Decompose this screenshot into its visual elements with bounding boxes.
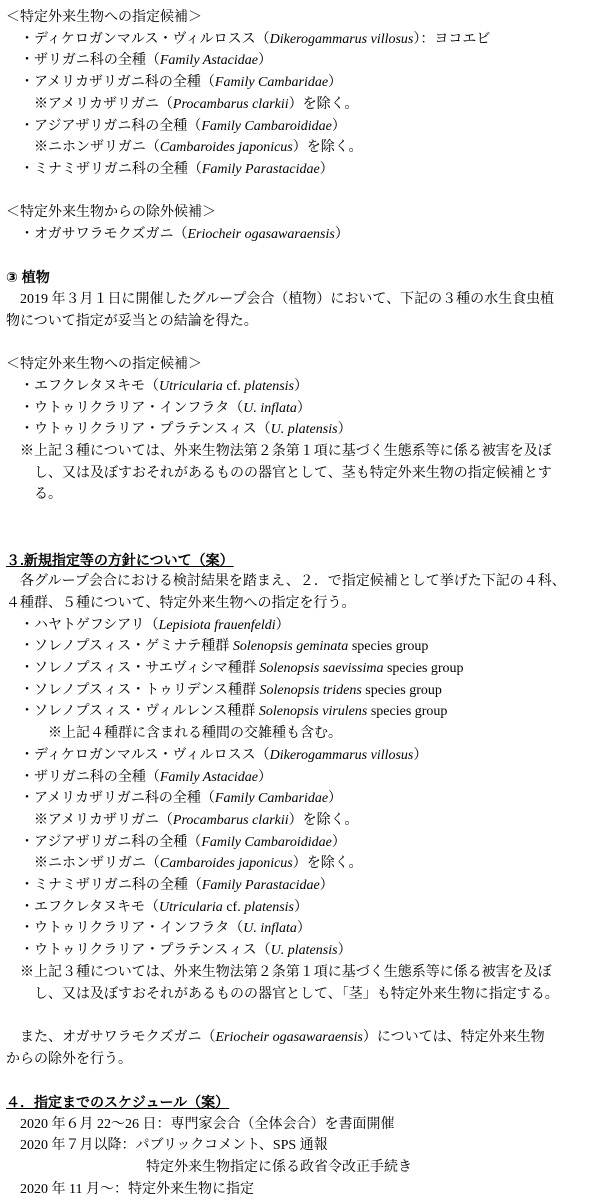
text-run: cf. — [222, 899, 245, 915]
latin-name-text: Utricularia — [159, 899, 223, 915]
latin-name-text: Eriocheir ogasawaraensis — [215, 1029, 363, 1045]
text-run: ・ウトゥリクラリア・プラテンスィス（ — [20, 943, 271, 959]
text-line — [0, 810, 600, 832]
text-run: ・ソレノプスィス・ヴィルレンス種群 — [20, 704, 259, 720]
text-line — [0, 918, 600, 940]
text-run: 物について指定が妥当との結論を得た。 — [6, 313, 258, 329]
text-run: ＜特定外来生物からの除外候補＞ — [6, 205, 216, 221]
text-line — [0, 159, 600, 181]
text-run: ・ディケロガンマルス・ヴィルロスス（ — [20, 747, 270, 763]
text-line — [0, 311, 600, 333]
text-run: species group — [383, 661, 464, 677]
text-line — [0, 767, 600, 789]
text-run: ・アメリカザリガニ科の全種（ — [20, 75, 215, 91]
text-line — [0, 289, 600, 311]
blank-line — [0, 181, 600, 203]
text-line — [0, 72, 600, 94]
text-line — [0, 1114, 600, 1136]
latin-name-text: Family Astacidae — [159, 769, 258, 785]
text-run: ） — [328, 75, 343, 91]
text-line — [0, 1179, 600, 1201]
text-line — [0, 1135, 600, 1157]
text-run: ）を除く。 — [292, 856, 363, 872]
latin-name-text: Family Astacidae — [159, 53, 258, 69]
text-run: ）を除く。 — [288, 96, 359, 112]
latin-name-text: Procambarus clarkii — [172, 96, 289, 112]
section-heading — [0, 550, 600, 572]
text-line — [0, 441, 600, 463]
text-run: ＜特定外来生物への指定候補＞ — [6, 357, 202, 373]
text-run: ） — [331, 834, 346, 850]
text-line — [0, 897, 600, 919]
text-line — [0, 116, 600, 138]
text-line — [0, 832, 600, 854]
text-run: ・ザリガニ科の全種（ — [20, 53, 160, 69]
latin-name-text: U. inflata — [243, 400, 297, 416]
text-run: からの除外を行う。 — [6, 1051, 132, 1067]
text-line — [0, 962, 600, 984]
latin-name-text: Solenopsis saevissima — [259, 661, 384, 677]
text-run: ） — [257, 769, 272, 785]
text-run: ※アメリカザリガニ（ — [34, 812, 173, 828]
text-run: ）：ヨコエビ — [413, 31, 491, 47]
text-run: ・エフクレタヌキモ（ — [20, 378, 160, 394]
latin-name-text: Utricularia — [159, 378, 223, 394]
text-run: ③ 植物 — [6, 269, 50, 286]
text-run: ） — [319, 878, 334, 894]
text-run: 2019 年３月１日に開催したグループ会合（植物）において、下記の３種の水生食虫植 — [20, 292, 555, 308]
text-run: また、オガサワラモクズガニ（ — [20, 1029, 216, 1045]
blank-line — [0, 1070, 600, 1092]
latin-name-text: Dikerogammarus villosus — [269, 31, 414, 47]
text-line — [0, 137, 600, 159]
latin-name-text: platensis — [244, 899, 294, 915]
text-line — [0, 701, 600, 723]
text-run: ・ウトゥリクラリア・インフラタ（ — [20, 921, 244, 937]
text-run: ４．指定までのスケジュール（案） — [6, 1094, 230, 1111]
text-run: ・オガサワラモクズガニ（ — [20, 227, 188, 243]
text-run: ）を除く。 — [288, 812, 359, 828]
latin-name-text: Family Cambaroididae — [201, 118, 332, 134]
latin-name-text: Procambarus clarkii — [172, 812, 289, 828]
text-run: ） — [413, 747, 428, 763]
text-run: ・エフクレタヌキモ（ — [20, 899, 160, 915]
text-run: ・ソレノプスィス・ゲミナテ種群 — [20, 639, 233, 655]
blank-line — [0, 528, 600, 550]
latin-name-text: Dikerogammarus villosus — [269, 747, 414, 763]
text-run: ）については、特定外来生物 — [362, 1029, 545, 1045]
text-line — [0, 7, 600, 29]
latin-name-text: Family Parastacidae — [201, 161, 320, 177]
text-run: 2020 年 11 月～：特定外来生物に指定 — [20, 1181, 254, 1197]
latin-name-text: Family Parastacidae — [201, 878, 320, 894]
latin-name-text: Family Cambaridae — [214, 75, 329, 91]
latin-name-text: Cambaroides japonicus — [159, 140, 293, 156]
latin-name-text: U. platensis — [270, 422, 338, 438]
text-run: ） — [296, 921, 311, 937]
text-run: ） — [337, 422, 352, 438]
text-run: ※上記４種群に含まれる種間の交雑種も含む。 — [48, 726, 342, 742]
latin-name-text: Solenopsis virulens — [258, 704, 368, 720]
blank-line — [0, 333, 600, 355]
text-run: species group — [367, 704, 448, 720]
text-run: ４種群、５種について、特定外来生物への指定を行う。 — [6, 595, 356, 611]
text-run: 特定外来生物指定に係る政省令改正手続き — [146, 1160, 412, 1176]
latin-name-text: Family Cambaridae — [214, 791, 329, 807]
text-run: ） — [296, 400, 311, 416]
text-line — [0, 723, 600, 745]
text-line — [0, 398, 600, 420]
text-line — [0, 376, 600, 398]
text-line — [0, 680, 600, 702]
text-run: ） — [328, 791, 343, 807]
text-run: ） — [257, 53, 272, 69]
text-line — [0, 615, 600, 637]
latin-name-text: U. inflata — [243, 921, 297, 937]
text-run: ・ディケロガンマルス・ヴィルロスス（ — [20, 31, 270, 47]
text-run: ・ウトゥリクラリア・プラテンスィス（ — [20, 422, 271, 438]
latin-name-text: U. platensis — [270, 943, 338, 959]
text-line — [0, 50, 600, 72]
text-run: ※ニホンザリガニ（ — [34, 856, 160, 872]
document-body — [0, 7, 600, 1201]
section-heading — [0, 1092, 600, 1114]
section-heading — [0, 267, 600, 289]
text-line — [0, 1027, 600, 1049]
text-run: 2020 年７月以降：パブリックコメント、SPS 通報 — [20, 1138, 328, 1154]
text-run: ・ザリガニ科の全種（ — [20, 769, 160, 785]
text-run: ） — [293, 899, 308, 915]
text-run: ） — [293, 378, 308, 394]
latin-name-text: Eriocheir ogasawaraensis — [187, 227, 335, 243]
text-line — [0, 875, 600, 897]
text-run: ・ソレノプスィス・サエヴィシマ種群 — [20, 661, 260, 677]
text-line — [0, 571, 600, 593]
text-line — [0, 484, 600, 506]
text-run: る。 — [34, 487, 62, 503]
text-line — [0, 788, 600, 810]
text-line — [0, 463, 600, 485]
text-run: し、又は及ぼすおそれがあるものの器官として、茎も特定外来生物の指定候補とす — [34, 465, 552, 481]
text-run: ） — [275, 617, 290, 633]
text-run: 2020 年６月 22～26 日：専門家会合（全体会合）を書面開催 — [20, 1116, 395, 1132]
text-run: ） — [319, 161, 334, 177]
latin-name-text: Solenopsis tridens — [259, 682, 362, 698]
blank-line — [0, 506, 600, 528]
text-run: ※上記３種については、外来生物法第２条第１項に基づく生態系等に係る被害を及ぼ — [20, 444, 552, 460]
text-run: ・アメリカザリガニ科の全種（ — [20, 791, 215, 807]
text-run: ３.新規指定等の方針について（案） — [6, 551, 234, 568]
text-line — [0, 354, 600, 376]
text-run: ） — [334, 227, 349, 243]
text-line — [0, 1049, 600, 1071]
text-line — [0, 202, 600, 224]
text-line — [0, 1157, 600, 1179]
text-line — [0, 419, 600, 441]
text-run: ・アジアザリガニ科の全種（ — [20, 834, 202, 850]
text-run: し、又は及ぼすおそれがあるものの器官として、「茎」も特定外来生物に指定する。 — [34, 986, 559, 1002]
text-run: ）を除く。 — [292, 140, 363, 156]
text-run: ※上記３種については、外来生物法第２条第１項に基づく生態系等に係る被害を及ぼ — [20, 964, 552, 980]
text-line — [0, 94, 600, 116]
text-line — [0, 224, 600, 246]
text-run: ） — [337, 943, 352, 959]
latin-name-text: Family Cambaroididae — [201, 834, 332, 850]
latin-name-text: platensis — [244, 378, 294, 394]
text-run: species group — [361, 682, 442, 698]
text-line — [0, 853, 600, 875]
text-run: ・アジアザリガニ科の全種（ — [20, 118, 202, 134]
blank-line — [0, 1005, 600, 1027]
text-run: species group — [348, 639, 429, 655]
text-run: ＜特定外来生物への指定候補＞ — [6, 10, 202, 25]
text-line — [0, 636, 600, 658]
text-run: ・ミナミザリガニ科の全種（ — [20, 878, 202, 894]
text-line — [0, 940, 600, 962]
text-line — [0, 29, 600, 51]
text-line — [0, 745, 600, 767]
text-run: ・ソレノプスィス・トゥリデンス種群 — [20, 682, 260, 698]
text-run: ・ミナミザリガニ科の全種（ — [20, 161, 202, 177]
text-line — [0, 658, 600, 680]
text-run: ※ニホンザリガニ（ — [34, 140, 160, 156]
text-run: ※アメリカザリガニ（ — [34, 96, 173, 112]
latin-name-text: Cambaroides japonicus — [159, 856, 293, 872]
text-run: ） — [331, 118, 346, 134]
text-run: ・ハヤトゲフシアリ（ — [20, 617, 159, 633]
latin-name-text: Solenopsis geminata — [232, 639, 349, 655]
text-run: cf. — [222, 378, 245, 394]
latin-name-text: Lepisiota frauenfeldi — [158, 617, 276, 633]
text-run: 各グループ会合における検討結果を踏まえ、２．で指定候補として挙げた下記の４科、 — [20, 574, 566, 590]
blank-line — [0, 246, 600, 268]
text-line — [0, 593, 600, 615]
text-run: ・ウトゥリクラリア・インフラタ（ — [20, 400, 244, 416]
text-line — [0, 984, 600, 1006]
